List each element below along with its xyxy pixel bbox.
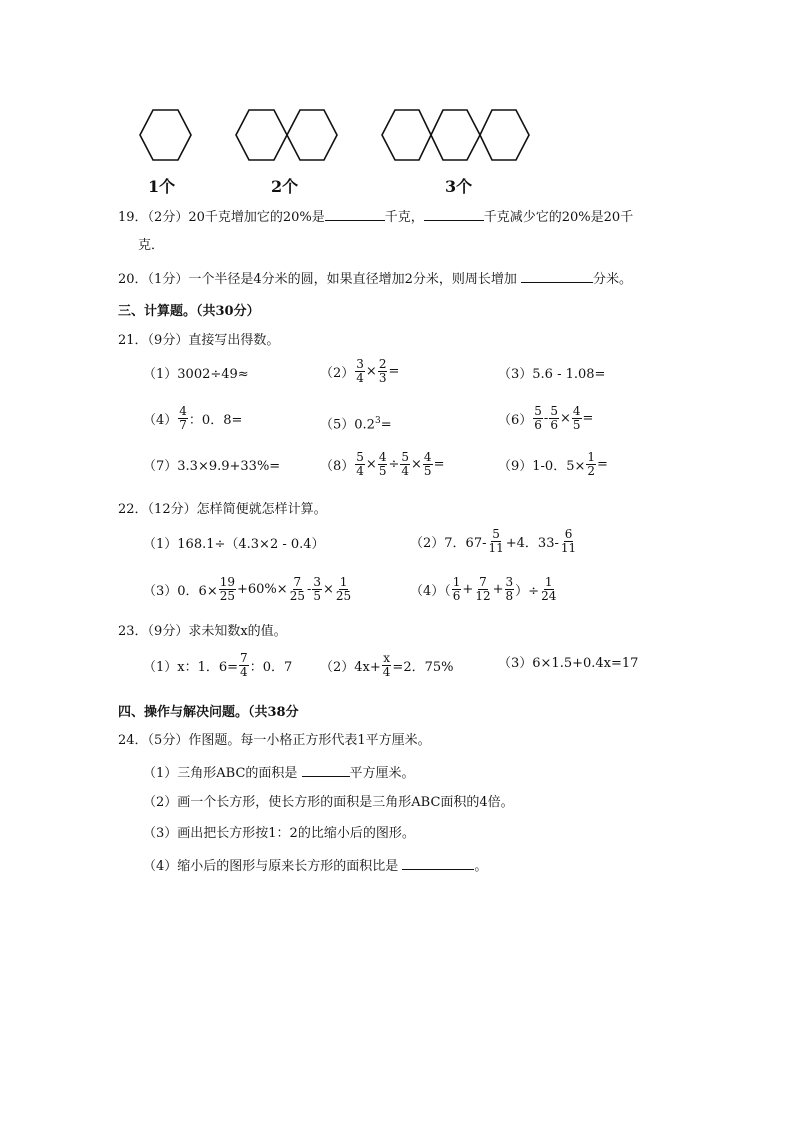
q21-item-7: （7）3.3×9.9+33%= <box>143 459 281 474</box>
hexagon-3b <box>431 110 480 160</box>
q24-item-4: （4）缩小后的图形与原来长方形的面积比是 。 <box>143 859 488 874</box>
question-22-title: 22．（12分）怎样简便就怎样计算。 <box>118 502 327 517</box>
figure-label-1: 1个 <box>148 177 176 196</box>
q24-item-2: （2）画一个长方形，使长方形的面积是三角形ABC面积的4倍。 <box>143 795 514 810</box>
q21-item-5: $(5)0.2^3=$ <box>320 416 392 433</box>
q23-item-3: （3）6×1.5+0.4x=17 <box>498 656 639 671</box>
question-19: 19．（2分）20千克增加它的20%是 千克， 千克减少它的20%是20千 <box>118 210 634 225</box>
answer-blank[interactable] <box>402 857 474 870</box>
q23-item-1: （1）x：1．6= $\frac{7}{4}$ ：0．7 <box>143 651 293 679</box>
q22-item-3: （3）0．6× $\frac{19}{25}$ +60%× $\frac{7}{25}$ - $\frac{3}{5}$ × $\frac{1}{25}$ <box>143 575 352 603</box>
q24-item-3: （3）画出把长方形按1：2的比缩小后的图形。 <box>143 826 415 841</box>
section-3-heading: 三、计算题。（共30分） <box>118 304 260 319</box>
q22-item-4: （4）（ $\frac{1}{6}$ + $\frac{7}{12}$ + $\frac{3}{8}$ ）÷ $\frac{1}{24}$ <box>410 575 557 603</box>
q21-item-4: （4） $\frac{4}{7}$ ：0．8= <box>143 404 243 432</box>
q21-item-2: （2） $\frac{3}{4}$ × $\frac{2}{3}$ = <box>320 357 400 385</box>
answer-blank[interactable] <box>325 208 385 221</box>
q21-item-3: （3）5.6 - 1.08= <box>498 367 606 382</box>
q22-item-2: （2）7．67- $\frac{5}{11}$ +4．33- $\frac{6}{11}$ <box>410 527 577 555</box>
answer-blank[interactable] <box>424 208 484 221</box>
question-21-title: 21．（9分）直接写出得数。 <box>118 333 280 348</box>
q24-item-1: （1）三角形ABC的面积是 平方厘米。 <box>143 766 415 781</box>
answer-blank[interactable] <box>521 270 593 283</box>
hexagon-3c <box>480 110 529 160</box>
figure-label-3: 3个 <box>445 177 473 196</box>
hexagon-3a <box>382 110 431 160</box>
section-4-heading: 四、操作与解决问题。（共38分 <box>118 705 299 720</box>
question-24-title: 24．（5分）作图题。每一小格正方形代表1平方厘米。 <box>118 733 431 748</box>
q23-item-2: （2）4x+ $\frac{x}{4}$ =2．75% <box>320 651 454 679</box>
q21-item-9: （9）1-0．5× $\frac{1}{2}$ = <box>498 450 608 478</box>
hexagon-2b <box>287 110 337 160</box>
q21-item-8: （8） $\frac{5}{4}$ × $\frac{4}{5}$ ÷ $\frac{5}{4}$ × $\frac{4}{5}$ = <box>320 450 445 478</box>
figure-label-2: 2个 <box>271 177 299 196</box>
q21-item-1: （1）3002÷49≈ <box>143 367 249 382</box>
q22-item-1: （1）168.1÷（4.3×2 - 0.4） <box>143 537 325 552</box>
question-20: 20．（1分）一个半径是4分米的圆，如果直径增加2分米，则周长增加 分米。 <box>118 272 633 287</box>
question-19-cont: 克． <box>138 238 165 253</box>
q21-item-6: （6） $\frac{5}{6}$ - $\frac{5}{6}$ × $\frac{4}{5}$ = <box>498 404 594 432</box>
hexagon-1 <box>140 110 191 160</box>
hexagon-2a <box>236 110 287 160</box>
answer-blank[interactable] <box>302 764 350 777</box>
question-23-title: 23．（9分）求未知数x的值。 <box>118 624 287 639</box>
hexagon-pattern-figure <box>0 0 794 170</box>
